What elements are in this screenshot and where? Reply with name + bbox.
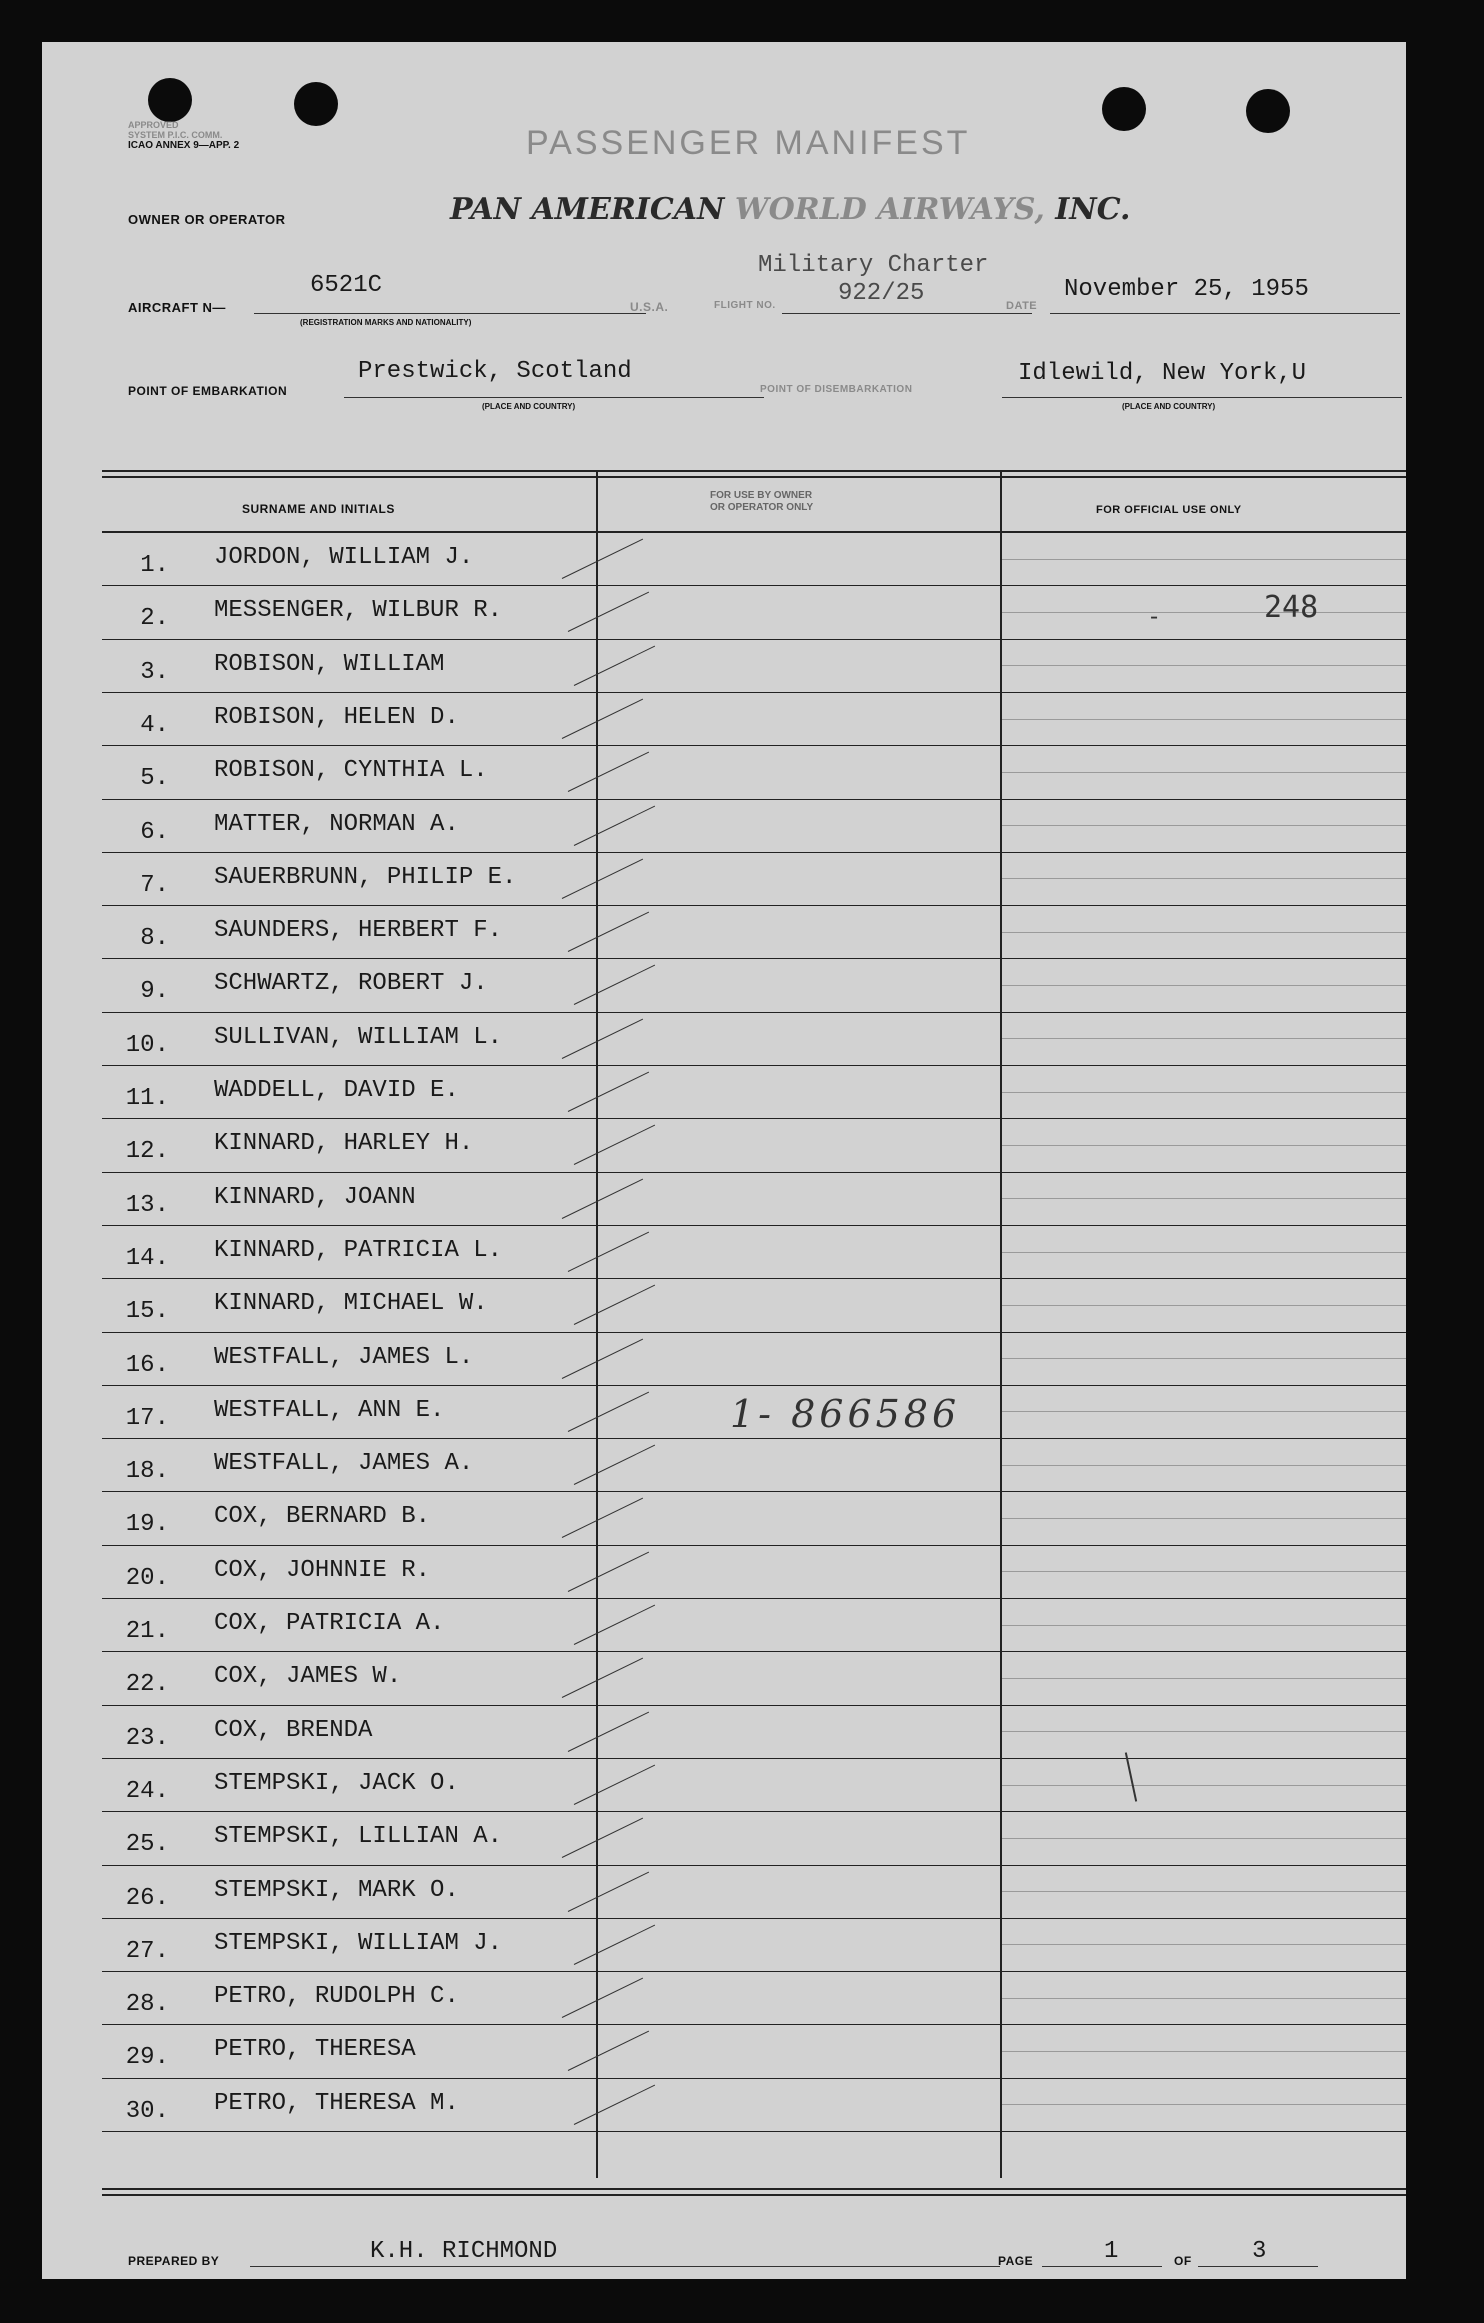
passenger-name: SAUERBRUNN, PHILIP E. [214, 863, 517, 891]
check-mark [568, 1072, 649, 1112]
check-mark [562, 1658, 643, 1698]
passenger-name: PETRO, RUDOLPH C. [214, 1983, 459, 2011]
date-label: DATE [1006, 300, 1038, 312]
official-guide-line [1002, 1678, 1406, 1679]
check-mark [574, 2084, 655, 2124]
passenger-name: JORDON, WILLIAM J. [214, 544, 474, 571]
row-number: 14. [125, 1244, 169, 1272]
passenger-name: SAUNDERS, HERBERT F. [214, 917, 503, 945]
official-guide-line [1002, 1838, 1406, 1839]
check-mark [574, 1924, 655, 1964]
official-guide-line [1002, 772, 1406, 773]
row-rule [102, 852, 1406, 853]
carrier-name-part: INC. [1055, 192, 1131, 227]
row-rule [102, 2078, 1406, 2079]
check-mark [562, 858, 643, 898]
row-rule [102, 2131, 1406, 2132]
check-mark [574, 1125, 655, 1165]
official-guide-line [1002, 878, 1406, 879]
official-guide-line [1002, 1571, 1406, 1572]
row-rule [102, 1332, 1406, 1333]
column-divider [596, 472, 598, 2178]
row-number: 24. [125, 1777, 169, 1805]
official-note-dash: - [1150, 602, 1159, 630]
approval-line: SYSTEM P.I.C. COMM. [128, 130, 223, 140]
date-value: November 25, 1955 [1064, 276, 1309, 303]
aircraft-value: 6521C [310, 272, 383, 299]
row-rule [102, 1918, 1406, 1919]
check-mark [568, 752, 649, 792]
row-number: 17. [125, 1404, 169, 1432]
flight-label: FLIGHT NO. [714, 300, 776, 311]
official-guide-line [1002, 665, 1406, 666]
carrier-name-part: WORLD AIRWAYS, [734, 192, 1045, 227]
passenger-name: COX, PATRICIA A. [214, 1610, 445, 1637]
punch-hole [294, 82, 338, 126]
prepared-underline [250, 2266, 1000, 2267]
row-rule [102, 1598, 1406, 1599]
row-rule [102, 692, 1406, 693]
check-mark [562, 1178, 643, 1218]
form-title: PASSENGER MANIFEST [526, 124, 971, 162]
registration-caption: (REGISTRATION MARKS AND NATIONALITY) [300, 318, 472, 327]
disembark-label: POINT OF DISEMBARKATION [760, 384, 913, 395]
column-header-surname: SURNAME AND INITIALS [242, 502, 395, 516]
row-rule [102, 585, 1406, 586]
row-rule [102, 1065, 1406, 1066]
row-number: 11. [125, 1085, 169, 1112]
row-rule [102, 1012, 1406, 1013]
passenger-name: KINNARD, PATRICIA L. [214, 1236, 503, 1264]
check-mark [568, 912, 649, 952]
check-mark [574, 1764, 655, 1804]
official-guide-line [1002, 932, 1406, 933]
row-number: 8. [140, 925, 169, 953]
official-guide-line [1002, 612, 1406, 613]
official-guide-line [1002, 1625, 1406, 1626]
owner-label: OWNER OR OPERATOR [128, 212, 286, 227]
official-guide-line [1002, 1891, 1406, 1892]
official-guide-line [1002, 1518, 1406, 1519]
flight-underline [782, 313, 1032, 314]
check-mark [574, 965, 655, 1005]
row-rule [102, 905, 1406, 906]
row-rule [102, 1385, 1406, 1386]
passenger-name: SCHWARTZ, ROBERT J. [214, 970, 488, 998]
check-mark [574, 1285, 655, 1325]
official-guide-line [1002, 2051, 1406, 2052]
approval-line: APPROVED [128, 120, 179, 130]
row-rule [102, 1758, 1406, 1759]
table-top-rule [102, 470, 1406, 472]
passenger-name: WESTFALL, JAMES L. [214, 1343, 474, 1371]
row-number: 13. [125, 1191, 169, 1219]
row-number: 15. [125, 1298, 169, 1326]
check-mark [562, 1818, 643, 1858]
carrier-name [450, 192, 1130, 227]
row-number: 10. [125, 1031, 169, 1059]
row-rule [102, 1971, 1406, 1972]
row-rule [102, 1865, 1406, 1866]
row-number: 25. [125, 1831, 169, 1859]
official-guide-line [1002, 1785, 1406, 1786]
embark-value: Prestwick, Scotland [358, 358, 632, 385]
row-rule [102, 1278, 1406, 1279]
check-mark [562, 1498, 643, 1538]
row-number: 21. [125, 1618, 169, 1645]
embark-underline [344, 397, 764, 398]
row-rule [102, 1172, 1406, 1173]
official-guide-line [1002, 1944, 1406, 1945]
date-underline [1050, 313, 1400, 314]
embark-place-caption: (PLACE AND COUNTRY) [482, 402, 576, 411]
check-mark [568, 1871, 649, 1911]
official-guide-line [1002, 1358, 1406, 1359]
punch-hole [1246, 89, 1290, 133]
passenger-name: MATTER, NORMAN A. [214, 810, 459, 838]
check-mark [568, 1711, 649, 1751]
flight-value: 922/25 [838, 280, 925, 307]
check-mark [574, 1445, 655, 1485]
of-value: 3 [1252, 2238, 1267, 2265]
column-header-operator: FOR USE BY OWNER [710, 490, 813, 501]
official-guide-line [1002, 1998, 1406, 1999]
passenger-name: STEMPSKI, MARK O. [214, 1876, 459, 1904]
row-rule [102, 1811, 1406, 1812]
official-guide-line [1002, 559, 1406, 560]
row-number: 30. [125, 2097, 169, 2125]
flight-note: Military Charter [758, 252, 989, 279]
row-rule [102, 1705, 1406, 1706]
official-guide-line [1002, 1145, 1406, 1146]
row-rule [102, 799, 1406, 800]
row-rule [102, 1651, 1406, 1652]
passenger-name: STEMPSKI, LILLIAN A. [214, 1823, 503, 1851]
check-mark [574, 805, 655, 845]
prepared-value: K.H. RICHMOND [370, 2238, 558, 2265]
column-divider [1000, 472, 1002, 2178]
row-number: 23. [125, 1724, 169, 1752]
header-bottom-rule [102, 531, 1406, 533]
of-underline [1198, 2266, 1318, 2267]
passenger-name: STEMPSKI, JACK O. [214, 1769, 459, 1797]
aircraft-label: AIRCRAFT N— [128, 300, 226, 315]
check-mark [562, 1338, 643, 1378]
punch-hole [1102, 87, 1146, 131]
passenger-name: WESTFALL, ANN E. [214, 1396, 445, 1424]
official-guide-line [1002, 1305, 1406, 1306]
row-number: 27. [125, 1937, 169, 1965]
of-label: OF [1174, 2254, 1192, 2268]
row-number: 4. [140, 711, 169, 739]
official-guide-line [1002, 1092, 1406, 1093]
official-guide-line [1002, 1198, 1406, 1199]
row-number: 9. [140, 978, 169, 1006]
disembark-value: Idlewild, New York,U [1018, 360, 1307, 387]
column-header-official: FOR OFFICIAL USE ONLY [1096, 504, 1242, 516]
check-mark [574, 645, 655, 685]
passenger-name: COX, BERNARD B. [214, 1503, 431, 1531]
row-rule [102, 1491, 1406, 1492]
prepared-label: PREPARED BY [128, 2254, 220, 2268]
row-number: 22. [125, 1671, 169, 1699]
check-mark [568, 2031, 649, 2071]
passenger-name: ROBISON, HELEN D. [214, 703, 459, 731]
passenger-name: ROBISON, CYNTHIA L. [214, 757, 488, 785]
official-guide-line [1002, 1465, 1406, 1466]
official-guide-line [1002, 1038, 1406, 1039]
passenger-name: COX, JAMES W. [214, 1663, 402, 1691]
row-rule [102, 1545, 1406, 1546]
official-guide-line [1002, 985, 1406, 986]
row-rule [102, 1118, 1406, 1119]
table-top-rule [102, 476, 1406, 478]
row-number: 7. [140, 871, 169, 899]
row-number: 26. [125, 1884, 169, 1912]
country-label: U.S.A. [630, 300, 669, 314]
check-mark [562, 1018, 643, 1058]
carrier-name-part: PAN AMERICAN [450, 192, 725, 227]
check-mark [562, 698, 643, 738]
table-bottom-rule [102, 2188, 1406, 2190]
passenger-name: WADDELL, DAVID E. [214, 1077, 459, 1104]
official-guide-line [1002, 1411, 1406, 1412]
check-mark [568, 1551, 649, 1591]
passenger-name: KINNARD, JOANN [214, 1183, 416, 1211]
table-bottom-rule [102, 2194, 1406, 2196]
passenger-name: PETRO, THERESA [214, 2036, 416, 2064]
row-number: 20. [125, 1564, 169, 1592]
operator-handwritten-number: 1- 866586 [730, 1392, 961, 1436]
disembark-place-caption: (PLACE AND COUNTRY) [1122, 402, 1216, 411]
row-number: 29. [125, 2044, 169, 2072]
passenger-name: KINNARD, HARLEY H. [214, 1130, 474, 1158]
official-guide-line [1002, 825, 1406, 826]
row-number: 19. [125, 1511, 169, 1539]
row-number: 1. [140, 552, 169, 579]
approval-line: ICAO ANNEX 9—APP. 2 [128, 140, 240, 151]
punch-hole [148, 78, 192, 122]
official-guide-line [1002, 1731, 1406, 1732]
passenger-name: SULLIVAN, WILLIAM L. [214, 1023, 503, 1051]
official-guide-line [1002, 2104, 1406, 2105]
passenger-name: COX, BRENDA [214, 1716, 373, 1744]
row-rule [102, 639, 1406, 640]
check-mark [562, 1978, 643, 2018]
check-mark [568, 592, 649, 632]
row-number: 12. [125, 1138, 169, 1166]
page-underline [1042, 2266, 1162, 2267]
passenger-name: ROBISON, WILLIAM [214, 650, 445, 678]
check-mark [568, 1391, 649, 1431]
row-rule [102, 2024, 1406, 2025]
row-number: 3. [140, 658, 169, 686]
row-number: 5. [140, 765, 169, 793]
passenger-name: WESTFALL, JAMES A. [214, 1450, 474, 1478]
official-guide-line [1002, 1252, 1406, 1253]
official-guide-line [1002, 719, 1406, 720]
row-rule [102, 1225, 1406, 1226]
column-header-operator: OR OPERATOR ONLY [710, 502, 814, 513]
check-mark [568, 1231, 649, 1271]
page-value: 1 [1104, 2238, 1119, 2265]
row-rule [102, 1438, 1406, 1439]
row-number: 18. [125, 1458, 169, 1486]
page-label: PAGE [998, 2254, 1034, 2268]
passenger-name: KINNARD, MICHAEL W. [214, 1290, 488, 1318]
row-rule [102, 958, 1406, 959]
disembark-underline [1002, 397, 1402, 398]
passenger-name: MESSENGER, WILBUR R. [214, 597, 503, 625]
embark-label: POINT OF EMBARKATION [128, 384, 288, 398]
row-number: 2. [140, 605, 169, 633]
official-note: 248 [1264, 590, 1319, 625]
passenger-name: PETRO, THERESA M. [214, 2089, 459, 2117]
row-rule [102, 745, 1406, 746]
pen-mark [1125, 1752, 1137, 1801]
row-number: 28. [125, 1991, 169, 2019]
manifest-sheet [42, 42, 1406, 2279]
passenger-name: COX, JOHNNIE R. [214, 1556, 431, 1584]
aircraft-underline [254, 313, 646, 314]
check-mark [574, 1605, 655, 1645]
check-mark [562, 539, 643, 579]
row-number: 16. [125, 1351, 169, 1379]
passenger-name: STEMPSKI, WILLIAM J. [214, 1929, 503, 1957]
row-number: 6. [140, 818, 169, 846]
